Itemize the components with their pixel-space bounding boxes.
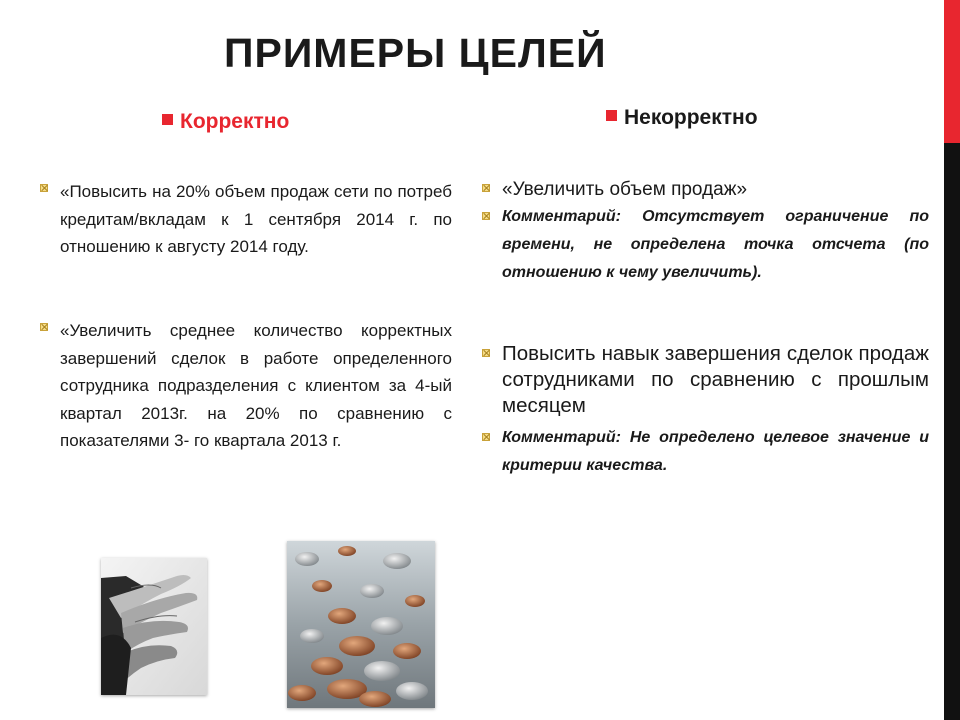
- incorrect-heading-label: Некорректно: [624, 106, 758, 129]
- clapping-hands-image: [101, 558, 207, 695]
- incorrect-item-1: [482, 178, 929, 202]
- incorrect-item-1-text: «Увеличить объем продаж»: [502, 179, 748, 200]
- incorrect-comment-2-text: Комментарий: Не определено целевое значение и критерии качества.: [502, 429, 929, 474]
- correct-heading: [162, 110, 289, 134]
- incorrect-comment-2: [482, 424, 929, 480]
- incorrect-item-2-text: Повысить навык завершения сделок продаж сотрудниками по сравнению с прошлым месяцем: [502, 342, 929, 417]
- checkbox-bullet-icon: [482, 212, 490, 220]
- coins-photo: [287, 541, 435, 708]
- hands-photo: [101, 558, 207, 695]
- checkbox-bullet-icon: [482, 184, 490, 192]
- falling-coins-image: [287, 541, 435, 708]
- correct-item-1-text: «Повысить на 20% объем продаж сети по потреб кредитам/вкладам к 1 сентября 2014 г. по отношению к августу 2014 году.: [60, 182, 452, 256]
- incorrect-comment-1: [482, 203, 929, 287]
- checkbox-bullet-icon: [482, 433, 490, 441]
- checkbox-bullet-icon: [40, 184, 48, 192]
- incorrect-item-2: [482, 341, 929, 419]
- correct-item-2-text: «Увеличить среднее количество корректных завершений сделок в работе определенного сотрудника подразделения с клиентом за 4-ый квартал 2013г. на 20% по сравнению с показателями 3- го квартала 2013 г.: [60, 321, 452, 450]
- incorrect-heading: [606, 106, 758, 130]
- slide-title: ПРИМЕРЫ ЦЕЛЕЙ: [224, 30, 607, 76]
- checkbox-bullet-icon: [40, 323, 48, 331]
- correct-item-2: [40, 317, 452, 455]
- correct-item-1: [40, 178, 452, 261]
- incorrect-comment-1-text: Комментарий: Отсутствует ограничение по времени, не определена точка отсчета (по отношению к чему увеличить).: [502, 208, 929, 281]
- square-bullet-icon: [162, 114, 173, 125]
- square-bullet-icon: [606, 110, 617, 121]
- checkbox-bullet-icon: [482, 349, 490, 357]
- right-accent-bar-black: [944, 143, 960, 720]
- correct-heading-label: Корректно: [180, 110, 290, 133]
- right-accent-bar-red: [944, 0, 960, 143]
